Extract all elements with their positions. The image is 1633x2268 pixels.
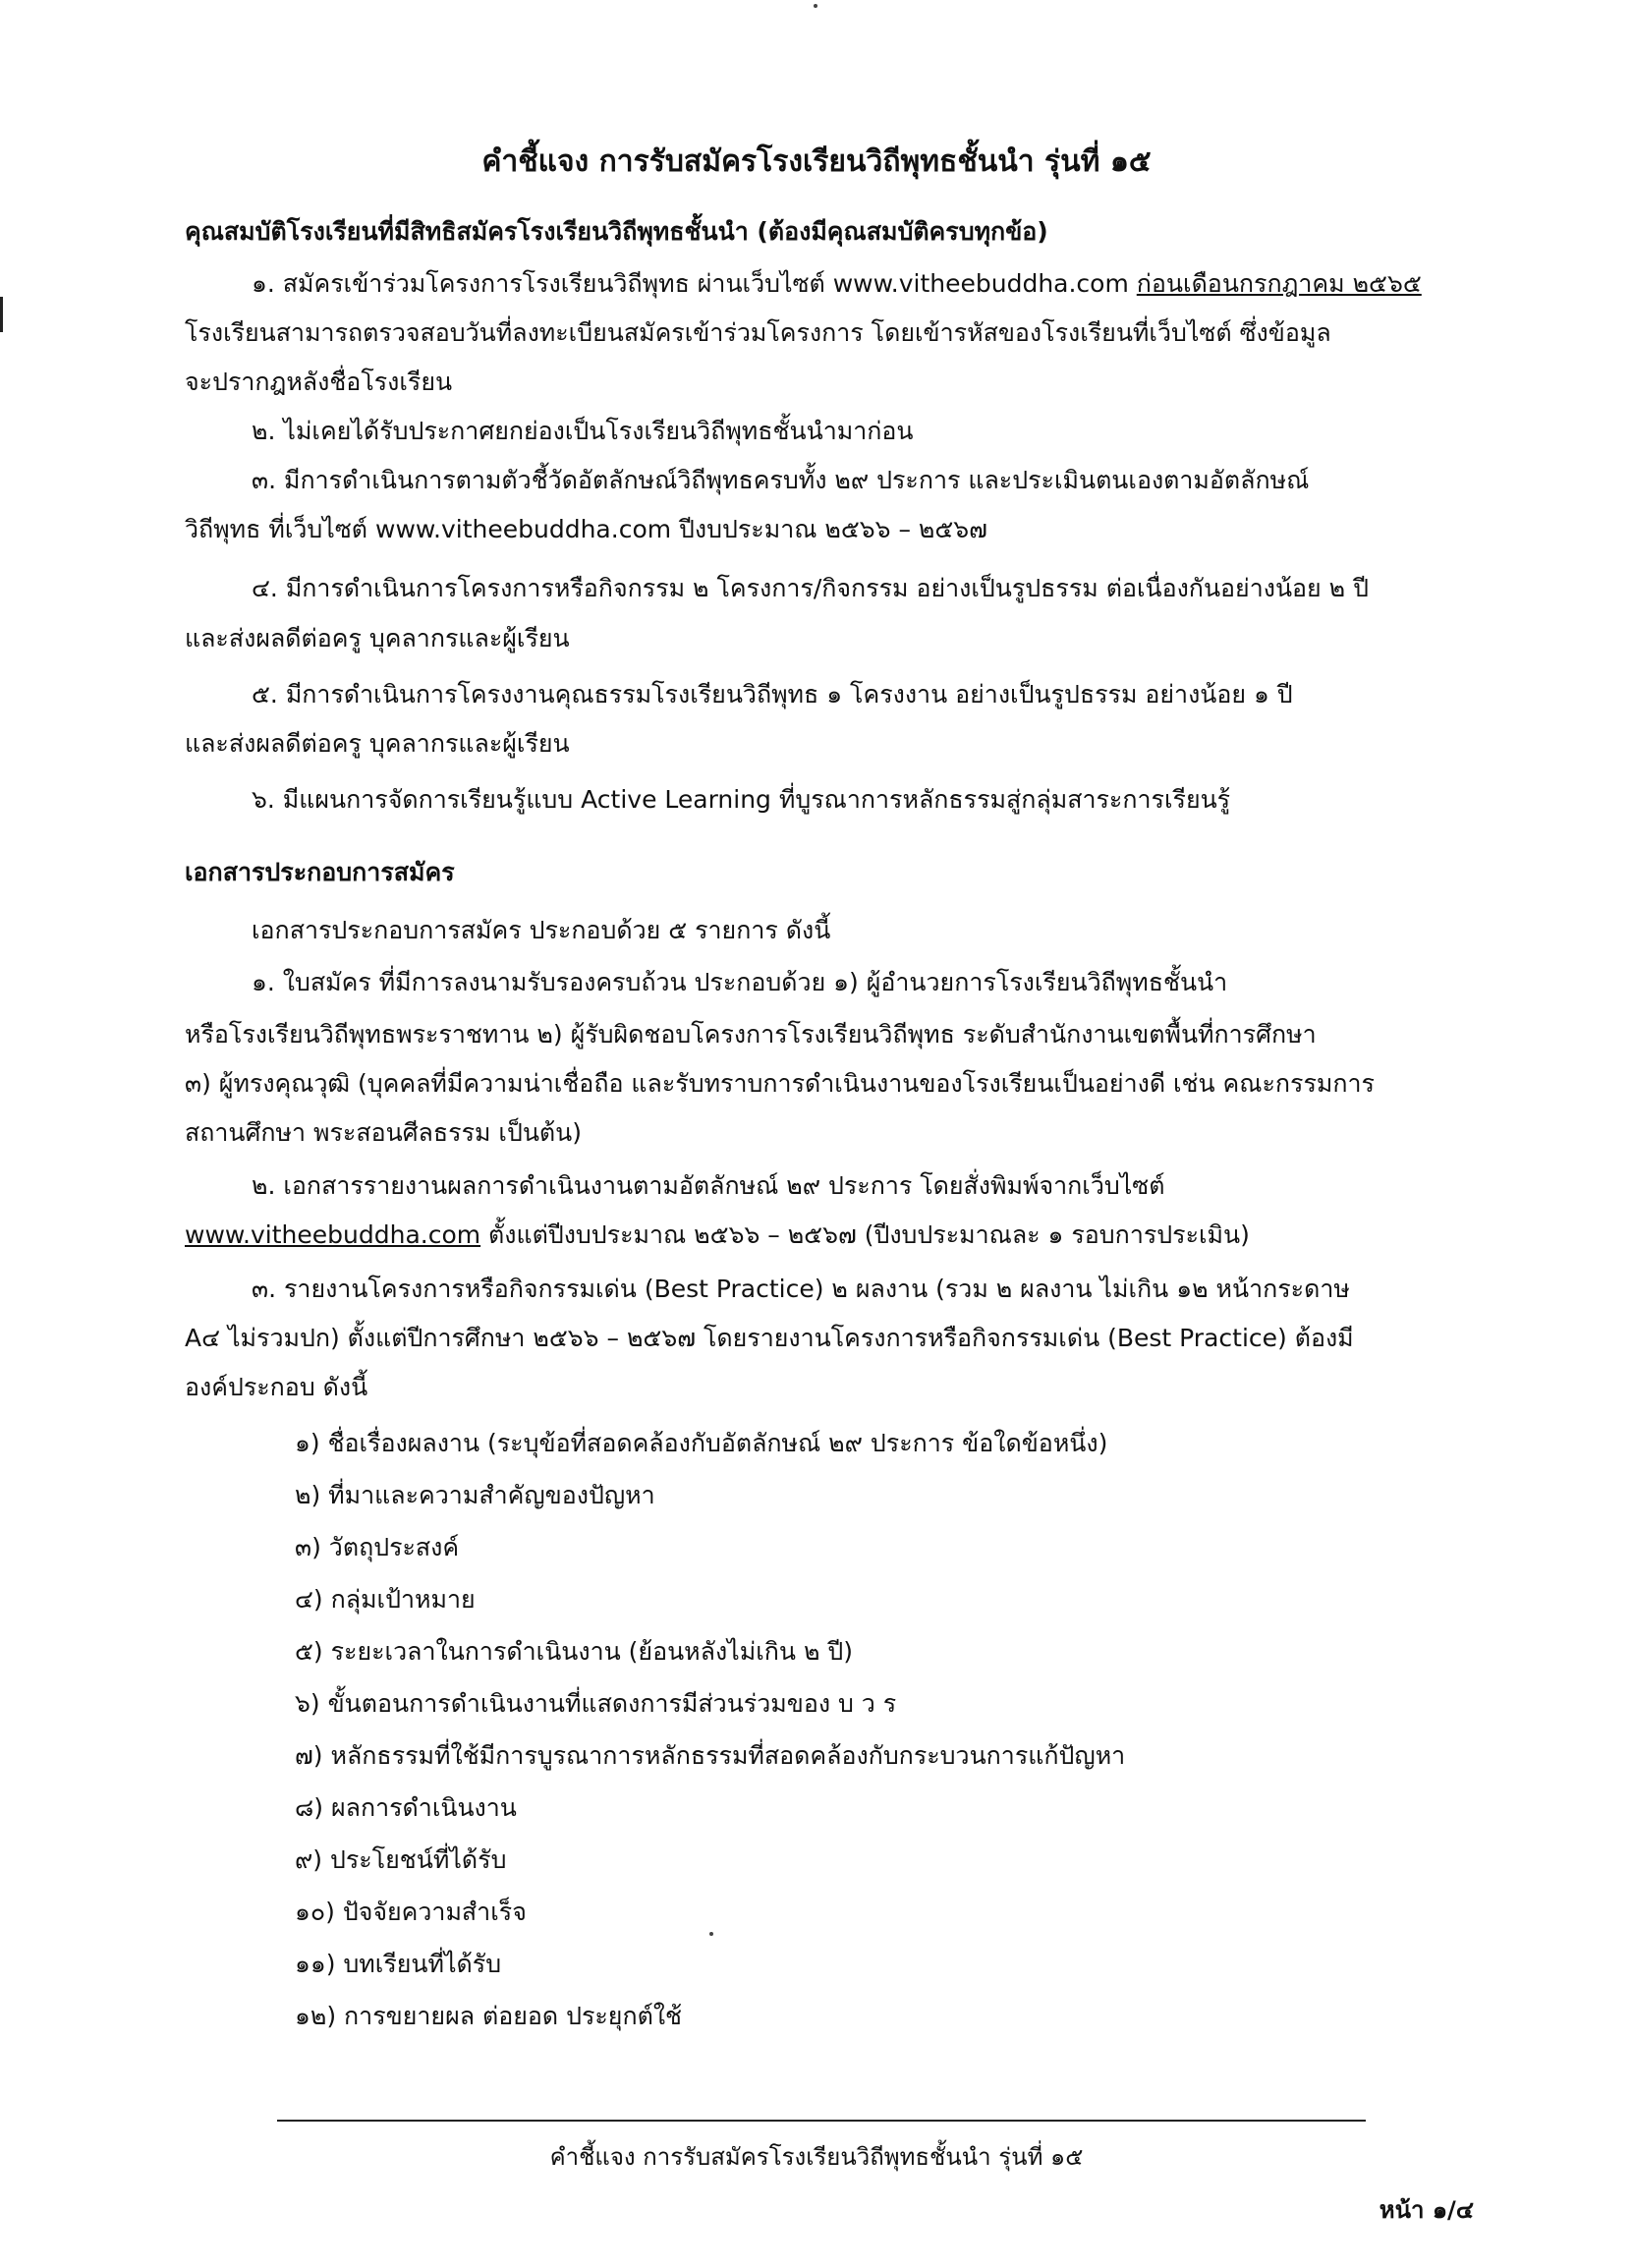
component-item: ๙) ประโยชน์ที่ได้รับ: [295, 1845, 507, 1874]
document-line: [185, 1219, 1250, 1252]
website-link-text: www.vitheebuddha.com: [185, 1220, 481, 1249]
document-line: องค์ประกอบ ดังนี้: [185, 1373, 368, 1401]
documents-heading: เอกสารประกอบการสมัคร: [185, 858, 455, 886]
document-line: ๑. ใบสมัคร ที่มีการลงนามรับรองครบถ้วน ประกอบด้วย ๑) ผู้อำนวยการโรงเรียนวิถีพุทธชั้นนำ: [252, 968, 1228, 996]
scan-speck: [814, 4, 817, 8]
qualification-line: วิถีพุทธ ที่เว็บไซต์ www.vitheebuddha.com ปีงบประมาณ ๒๕๖๖ – ๒๕๖๗: [185, 515, 987, 543]
component-item: ๑๒) การขยายผล ต่อยอด ประยุกต์ใช้: [295, 2002, 683, 2030]
document-line: ๓) ผู้ทรงคุณวุฒิ (บุคคลที่มีความน่าเชื่อถือ และรับทราบการดำเนินงานของโรงเรียนเป็นอย่างดี เช่น คณะกรรมการ: [185, 1069, 1375, 1098]
component-item: ๒) ที่มาและความสำคัญของปัญหา: [295, 1481, 655, 1509]
footer-title: คำชี้แจง การรับสมัครโรงเรียนวิถีพุทธชั้นนำ รุ่นที่ ๑๕: [549, 2143, 1084, 2171]
component-item: ๑๑) บทเรียนที่ได้รับ: [295, 1950, 502, 1978]
component-item: ๑๐) ปัจจัยความสำเร็จ: [295, 1898, 527, 1926]
qualification-line: และส่งผลดีต่อครู บุคลากรและผู้เรียน: [185, 624, 570, 652]
margin-mark: [0, 297, 3, 332]
component-item: ๕) ระยะเวลาในการดำเนินงาน (ย้อนหลังไม่เกิน ๒ ปี): [295, 1637, 854, 1666]
documents-intro: เอกสารประกอบการสมัคร ประกอบด้วย ๕ รายการ ดังนี้: [252, 916, 831, 944]
footer-divider: [277, 2120, 1366, 2122]
qualification-line: ๕. มีการดำเนินการโครงงานคุณธรรมโรงเรียนวิถีพุทธ ๑ โครงงาน อย่างเป็นรูปธรรม อย่างน้อย ๑ ปี: [252, 680, 1293, 709]
scan-speck: [709, 1932, 713, 1936]
page-number: หน้า ๑/๔: [1379, 2196, 1474, 2224]
document-line: A๔ ไม่รวมปก) ตั้งแต่ปีการศึกษา ๒๕๖๖ – ๒๕๖๗ โดยรายงานโครงการหรือกิจกรรมเด่น (Best Practice) ต้องมี: [185, 1324, 1354, 1352]
document-line: ๒. เอกสารรายงานผลการดำเนินงานตามอัตลักษณ์ ๒๙ ประการ โดยสั่งพิมพ์จากเว็บไซต์: [252, 1171, 1165, 1200]
qualification-line: ๖. มีแผนการจัดการเรียนรู้แบบ Active Learning ที่บูรณาการหลักธรรมสู่กลุ่มสาระการเรียนรู้: [252, 785, 1231, 814]
document-line: ๓. รายงานโครงการหรือกิจกรรมเด่น (Best Practice) ๒ ผลงาน (รวม ๒ ผลงาน ไม่เกิน ๑๒ หน้ากระดาษ: [252, 1275, 1350, 1303]
component-item: ๖) ขั้นตอนการดำเนินงานที่แสดงการมีส่วนร่วมของ บ ว ร: [295, 1689, 897, 1718]
qualification-line: จะปรากฎหลังชื่อโรงเรียน: [185, 368, 453, 396]
qualification-line: [252, 267, 1422, 301]
component-item: ๔) กลุ่มเป้าหมาย: [295, 1585, 476, 1614]
component-item: ๘) ผลการดำเนินงาน: [295, 1793, 517, 1822]
document-text: ตั้งแต่ปีงบประมาณ ๒๕๖๖ – ๒๕๖๗ (ปีงบประมาณละ ๑ รอบการประเมิน): [480, 1220, 1250, 1249]
qualification-line: และส่งผลดีต่อครู บุคลากรและผู้เรียน: [185, 729, 570, 758]
document-line: หรือโรงเรียนวิถีพุทธพระราชทาน ๒) ผู้รับผิดชอบโครงการโรงเรียนวิถีพุทธ ระดับสำนักงานเขตพื้นที่การศึกษา: [185, 1020, 1317, 1049]
qualifications-heading: คุณสมบัติโรงเรียนที่มีสิทธิสมัครโรงเรียนวิถีพุทธชั้นนำ (ต้องมีคุณสมบัติครบทุกข้อ): [185, 217, 1048, 246]
qualification-line: ๔. มีการดำเนินการโครงการหรือกิจกรรม ๒ โครงการ/กิจกรรม อย่างเป็นรูปธรรม ต่อเนื่องกันอย่างน้อย ๒ ปี: [252, 574, 1369, 602]
page-title: คำชี้แจง การรับสมัครโรงเรียนวิถีพุทธชั้นนำ รุ่นที่ ๑๕: [481, 144, 1152, 179]
deadline-text: ก่อนเดือนกรกฎาคม ๒๕๖๕: [1136, 269, 1422, 298]
component-item: ๗) หลักธรรมที่ใช้มีการบูรณาการหลักธรรมที่สอดคล้องกับกระบวนการแก้ปัญหา: [295, 1741, 1126, 1770]
qualification-text: ๑. สมัครเข้าร่วมโครงการโรงเรียนวิถีพุทธ ผ่านเว็บไซต์ www.vitheebuddha.com: [252, 269, 1137, 298]
document-line: สถานศึกษา พระสอนศีลธรรม เป็นต้น): [185, 1118, 583, 1147]
qualification-line: ๓. มีการดำเนินการตามตัวชี้วัดอัตลักษณ์วิถีพุทธครบทั้ง ๒๙ ประการ และประเมินตนเองตามอัตลักษณ์: [252, 466, 1310, 494]
qualification-line: โรงเรียนสามารถตรวจสอบวันที่ลงทะเบียนสมัครเข้าร่วมโครงการ โดยเข้ารหัสของโรงเรียนที่เว็บไซต์ ซึ่งข้อมูล: [185, 318, 1331, 347]
component-item: ๓) วัตถุประสงค์: [295, 1533, 460, 1561]
qualification-line: ๒. ไม่เคยได้รับประกาศยกย่องเป็นโรงเรียนวิถีพุทธชั้นนำมาก่อน: [252, 417, 914, 445]
component-item: ๑) ชื่อเรื่องผลงาน (ระบุข้อที่สอดคล้องกับอัตลักษณ์ ๒๙ ประการ ข้อใดข้อหนึ่ง): [295, 1429, 1108, 1457]
